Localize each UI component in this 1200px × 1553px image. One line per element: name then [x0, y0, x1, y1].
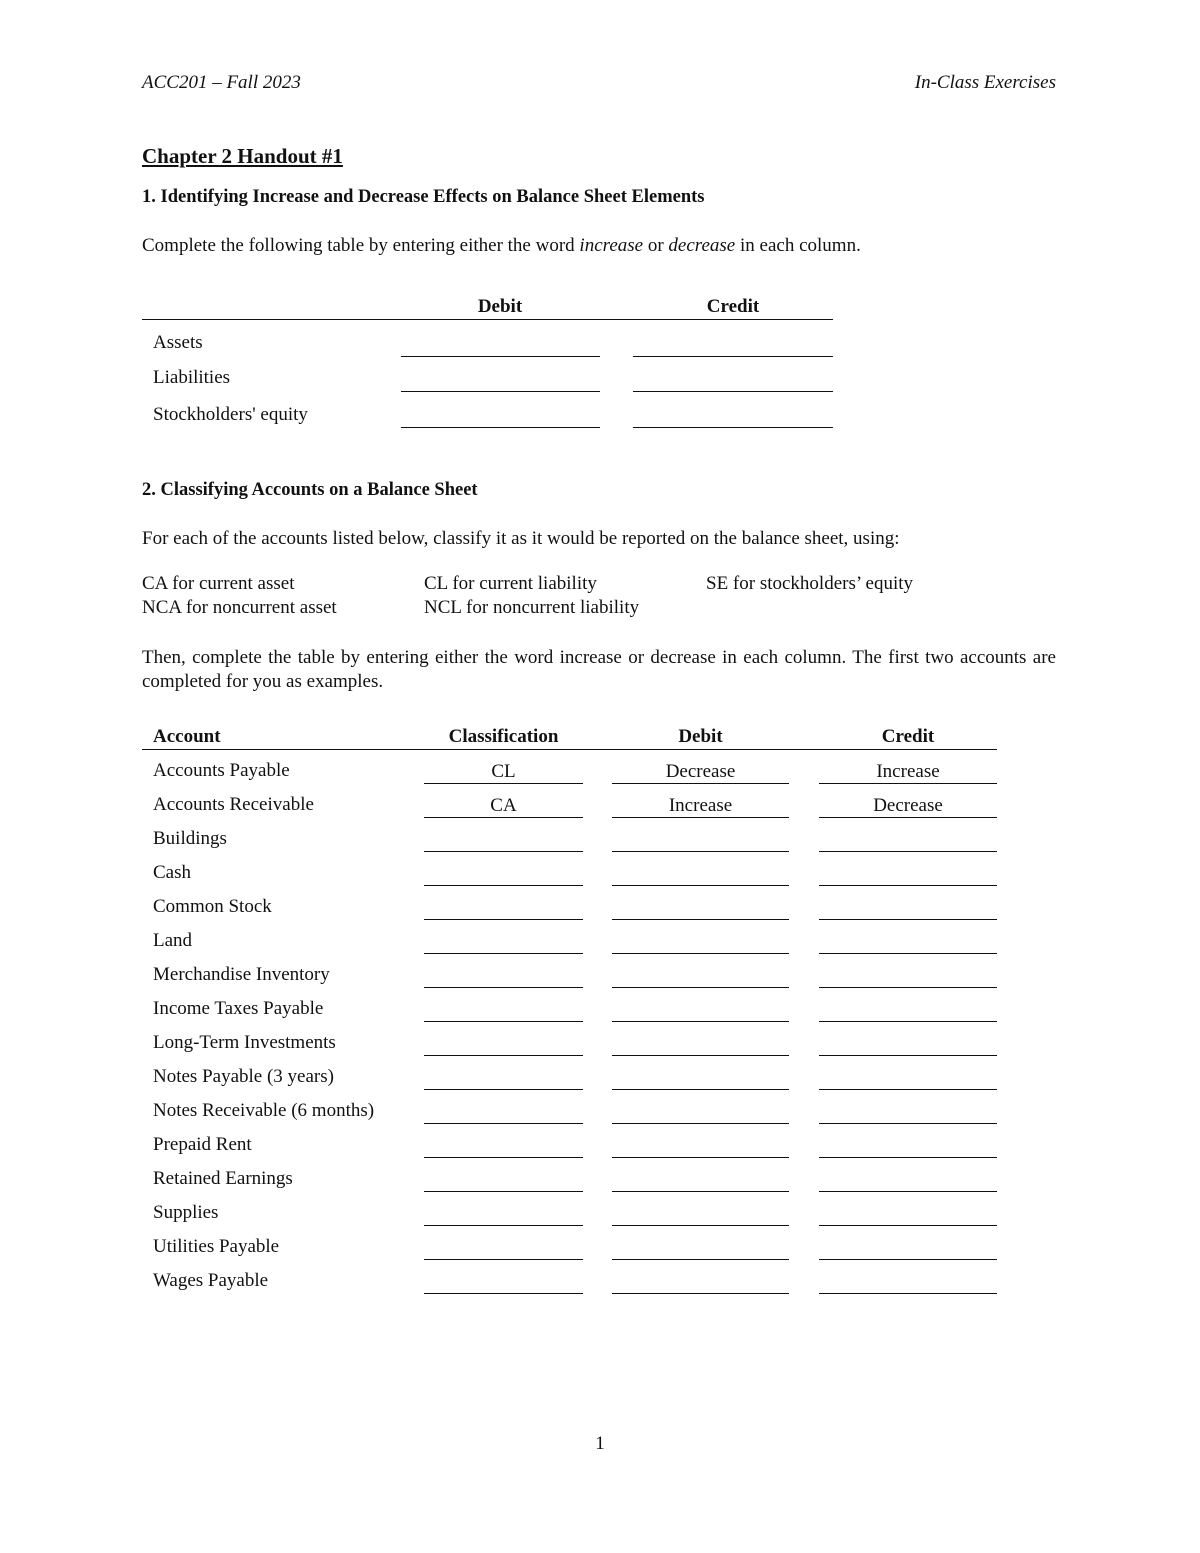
table1-blank-debit[interactable] — [401, 369, 600, 392]
table2-debit-blank[interactable] — [612, 829, 789, 852]
page-title: Chapter 2 Handout #1 — [142, 144, 343, 168]
table2-account-label: Utilities Payable — [153, 1236, 280, 1257]
table2-account-label: Accounts Payable — [153, 760, 290, 781]
section2-heading: 2. Classifying Accounts on a Balance Sheet — [142, 480, 478, 500]
table1-blank-debit[interactable] — [401, 334, 600, 357]
table2-header-account: Account — [153, 726, 221, 747]
table2-account-label: Long-Term Investments — [153, 1032, 336, 1053]
table2-credit-blank[interactable] — [819, 931, 997, 954]
code-ncl: NCL for noncurrent liability — [424, 597, 640, 618]
table2-credit-blank[interactable] — [819, 999, 997, 1022]
table2-classification-blank[interactable] — [424, 863, 583, 886]
table2-account-label: Retained Earnings — [153, 1168, 293, 1189]
table2-credit-blank[interactable] — [819, 897, 997, 920]
table2-header-debit: Debit — [678, 726, 723, 747]
table2-credit-blank[interactable] — [819, 1101, 997, 1124]
table1-row-label: Assets — [153, 332, 203, 353]
instruction-decrease: decrease — [668, 235, 736, 256]
page-number: 1 — [595, 1433, 605, 1454]
section1-heading: 1. Identifying Increase and Decrease Effects on Balance Sheet Elements — [142, 187, 705, 207]
section1-instruction — [142, 234, 1056, 258]
instruction-text-pre: Complete the following table by entering either the word — [142, 235, 580, 256]
table2-classification-blank[interactable] — [424, 1135, 583, 1158]
table2-debit-blank[interactable] — [612, 863, 789, 886]
table2-classification-blank[interactable] — [424, 1271, 583, 1294]
table2-credit-blank[interactable] — [819, 1067, 997, 1090]
section2-then-text: Then, complete the table by entering either the word increase or decrease in each column. The first two accounts are completed for you as examples. — [142, 647, 1056, 692]
table2-classification-blank[interactable] — [424, 1033, 583, 1056]
table2-account-label: Land — [153, 930, 193, 951]
table1-header-debit: Debit — [477, 296, 523, 317]
table2-classification-blank[interactable]: CL — [424, 761, 583, 784]
table1-blank-debit[interactable] — [401, 405, 600, 428]
table2-classification-blank[interactable] — [424, 965, 583, 988]
table2-debit-blank[interactable] — [612, 1169, 789, 1192]
table2-credit-blank[interactable]: Decrease — [819, 795, 997, 818]
table2-classification-blank[interactable] — [424, 931, 583, 954]
table2-classification-blank[interactable] — [424, 1169, 583, 1192]
instruction-text-mid: or — [643, 235, 669, 256]
table2-classification-blank[interactable] — [424, 829, 583, 852]
table2-debit-blank[interactable] — [612, 1033, 789, 1056]
table2-account-label: Notes Payable (3 years) — [153, 1066, 334, 1087]
table2-account-label: Supplies — [153, 1202, 219, 1223]
table2-debit-blank[interactable] — [612, 1067, 789, 1090]
table1-blank-credit[interactable] — [633, 334, 833, 357]
table1-row-label: Liabilities — [153, 367, 231, 388]
instruction-text-post: in each column. — [735, 235, 861, 256]
table2-debit-blank[interactable]: Increase — [612, 795, 789, 818]
table2-account-label: Accounts Receivable — [153, 794, 314, 815]
table2-credit-blank[interactable] — [819, 863, 997, 886]
table1-header-credit: Credit — [706, 296, 760, 317]
code-cl: CL for current liability — [424, 573, 597, 594]
table1-header-rule — [142, 319, 833, 320]
table1-row-label: Stockholders' equity — [153, 404, 308, 425]
table2-account-label: Merchandise Inventory — [153, 964, 330, 985]
header-subtitle: In-Class Exercises — [914, 72, 1056, 93]
table2-header-rule — [142, 749, 997, 750]
table2-credit-blank[interactable] — [819, 1033, 997, 1056]
table2-debit-blank[interactable] — [612, 965, 789, 988]
table1-blank-credit[interactable] — [633, 405, 833, 428]
table2-debit-blank[interactable] — [612, 1271, 789, 1294]
table2-debit-blank[interactable]: Decrease — [612, 761, 789, 784]
table2-account-label: Notes Receivable (6 months) — [153, 1100, 375, 1121]
table2-classification-blank[interactable] — [424, 1067, 583, 1090]
table2-debit-blank[interactable] — [612, 931, 789, 954]
header-course: ACC201 – Fall 2023 — [142, 72, 301, 93]
table2-account-label: Wages Payable — [153, 1270, 269, 1291]
table2-credit-blank[interactable] — [819, 1271, 997, 1294]
table2-credit-blank[interactable] — [819, 1169, 997, 1192]
table2-header-credit: Credit — [881, 726, 935, 747]
table2-debit-blank[interactable] — [612, 999, 789, 1022]
table2-debit-blank[interactable] — [612, 897, 789, 920]
table2-debit-blank[interactable] — [612, 1203, 789, 1226]
section2-instruction: For each of the accounts listed below, classify it as it would be reported on the balance sheet, using: — [142, 528, 900, 549]
table2-header-classification: Classification — [448, 726, 559, 747]
table2-account-label: Buildings — [153, 828, 227, 849]
table2-credit-blank[interactable] — [819, 1135, 997, 1158]
table2-account-label: Common Stock — [153, 896, 272, 917]
table2-classification-blank[interactable] — [424, 1101, 583, 1124]
table2-classification-blank[interactable] — [424, 1203, 583, 1226]
table2-credit-blank[interactable] — [819, 965, 997, 988]
table2-account-label: Income Taxes Payable — [153, 998, 324, 1019]
table2-classification-blank[interactable] — [424, 1237, 583, 1260]
instruction-increase: increase — [579, 235, 644, 256]
table2-credit-blank[interactable] — [819, 1237, 997, 1260]
code-ca: CA for current asset — [142, 573, 295, 594]
table2-credit-blank[interactable] — [819, 829, 997, 852]
table2-classification-blank[interactable] — [424, 897, 583, 920]
table2-account-label: Cash — [153, 862, 191, 883]
table2-debit-blank[interactable] — [612, 1237, 789, 1260]
code-se: SE for stockholders’ equity — [706, 573, 914, 594]
table2-classification-blank[interactable] — [424, 999, 583, 1022]
table2-classification-blank[interactable]: CA — [424, 795, 583, 818]
code-nca: NCA for noncurrent asset — [142, 597, 337, 618]
table1-blank-credit[interactable] — [633, 369, 833, 392]
table2-debit-blank[interactable] — [612, 1135, 789, 1158]
table2-credit-blank[interactable] — [819, 1203, 997, 1226]
table2-account-label: Prepaid Rent — [153, 1134, 252, 1155]
table2-debit-blank[interactable] — [612, 1101, 789, 1124]
table2-credit-blank[interactable]: Increase — [819, 761, 997, 784]
